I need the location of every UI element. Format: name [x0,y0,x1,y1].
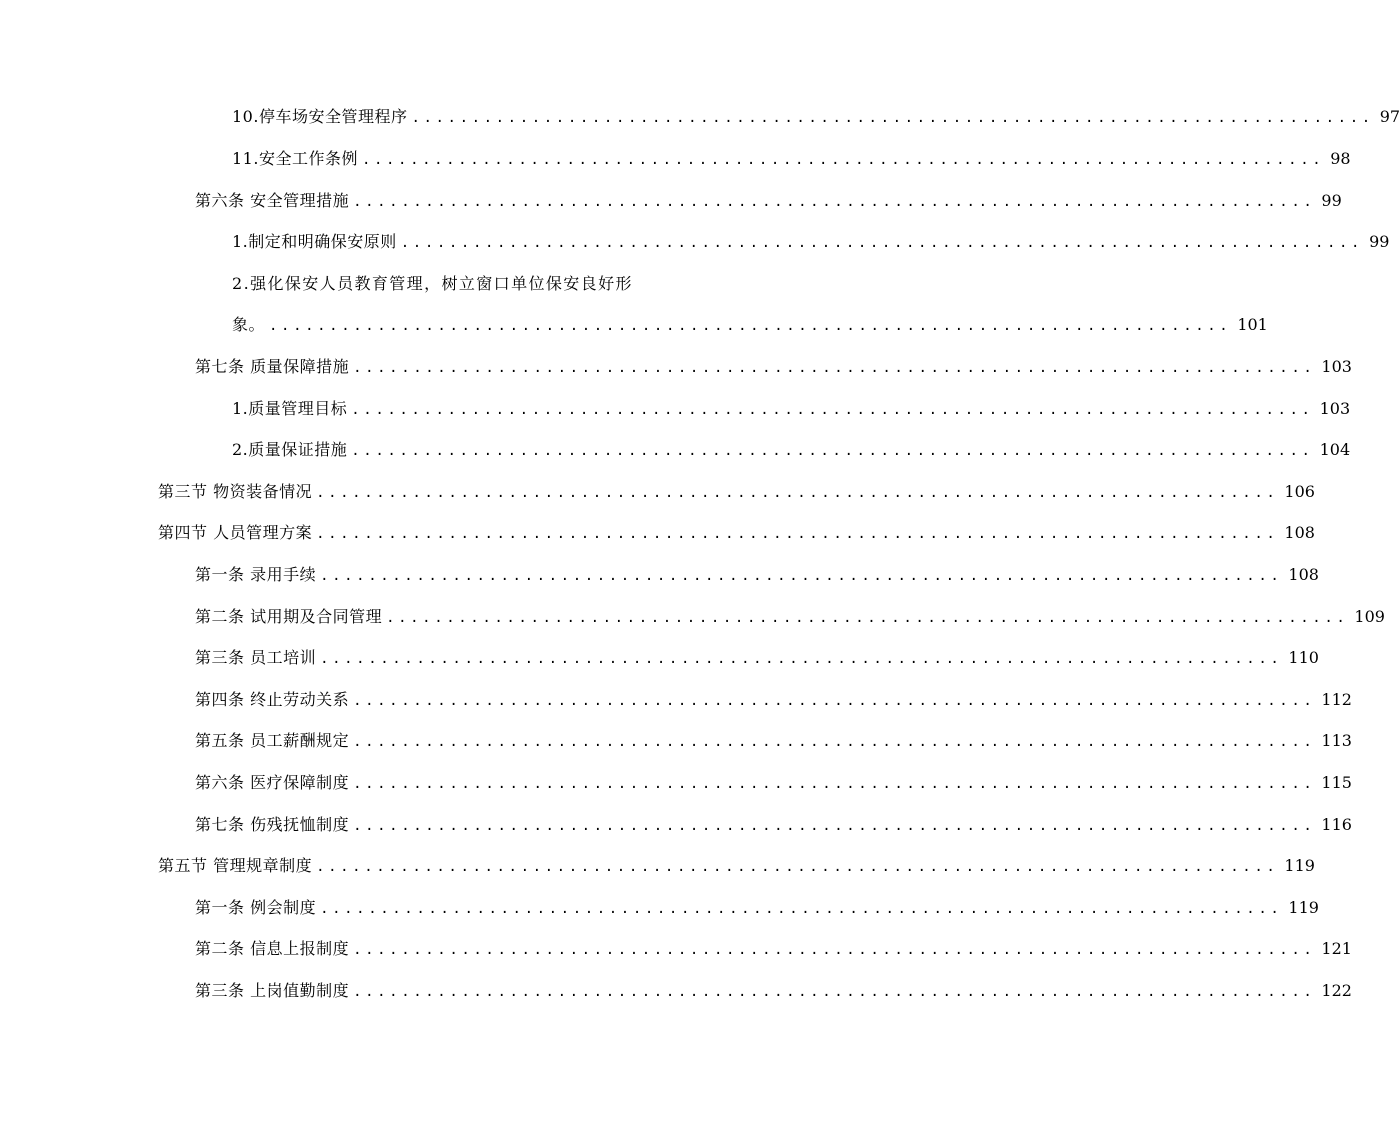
toc-entry-personnel-plan[interactable] [158,521,1315,545]
dot-leader: ................................................................................ [269,318,1232,334]
toc-entry-label: 第四节 人员管理方案 [158,523,313,542]
toc-page-number: 99 [1369,232,1390,251]
dot-leader: ................................................................................ [353,818,1316,834]
dot-leader: ................................................................................ [351,402,1314,418]
toc-entry-staff-education-continued[interactable] [232,313,1268,337]
toc-entry-quality-goals[interactable] [232,397,1351,421]
dot-leader: ................................................................................ [316,859,1279,875]
dot-leader: ................................................................................ [320,901,1283,917]
toc-entry-termination[interactable] [195,688,1352,712]
toc-entry-label: 第二条 信息上报制度 [195,939,350,958]
toc-page-number: 108 [1284,523,1315,542]
toc-entry-staff-training[interactable] [195,646,1319,670]
toc-entry-label: 第一条 例会制度 [195,898,317,917]
toc-entry-quality-assurance[interactable] [232,438,1351,462]
toc-page-number: 110 [1288,648,1319,667]
toc-page-number: 106 [1284,482,1315,501]
toc-page-number: 113 [1321,731,1352,750]
toc-page-number: 116 [1321,815,1352,834]
toc-entry-safety-regulations[interactable] [232,147,1351,171]
toc-page-number: 115 [1321,773,1352,792]
toc-entry-duty-system[interactable] [195,979,1352,1003]
toc-entry-information-reporting[interactable] [195,937,1352,961]
dot-leader: ................................................................................ [353,734,1316,750]
toc-entry-label: 11.安全工作条例 [232,149,358,168]
toc-entry-label: 2.质量保证措施 [232,440,348,459]
dot-leader: ................................................................................ [316,485,1279,501]
toc-page-number: 119 [1288,898,1319,917]
dot-leader: ................................................................................ [316,526,1279,542]
toc-page-number: 98 [1330,149,1351,168]
toc-page-number: 101 [1237,315,1268,334]
toc-entry-security-principles[interactable] [232,230,1390,254]
toc-page-number: 108 [1288,565,1319,584]
toc-entry-safety-measures[interactable] [195,189,1342,213]
toc-entry-probation-contract[interactable] [195,605,1385,629]
toc-entry-label: 第三条 上岗值勤制度 [195,981,350,1000]
toc-entry-parking-safety[interactable] [232,105,1400,129]
dot-leader: ................................................................................ [386,610,1349,626]
toc-entry-label: 第五节 管理规章制度 [158,856,313,875]
toc-entry-label: 象。 [232,315,266,334]
toc-entry-label: 2.强化保安人员教育管理，树立窗口单位保安良好形 [232,274,633,293]
toc-page-number: 112 [1321,690,1352,709]
toc-entry-medical-insurance[interactable] [195,771,1352,795]
toc-page-number: 103 [1321,357,1352,376]
dot-leader: ................................................................................ [353,194,1316,210]
dot-leader: ................................................................................ [353,984,1316,1000]
toc-entry-label: 10.停车场安全管理程序 [232,107,408,126]
toc-page-number: 103 [1319,399,1351,418]
toc-entry-label: 第四条 终止劳动关系 [195,690,350,709]
dot-leader: ................................................................................ [320,568,1283,584]
toc-entry-label: 第二条 试用期及合同管理 [195,607,383,626]
toc-entry-label: 第三条 员工培训 [195,648,317,667]
toc-entry-label: 第七条 质量保障措施 [195,357,350,376]
toc-entry-equipment[interactable] [158,480,1315,504]
dot-leader: ................................................................................ [320,651,1283,667]
toc-entry-label: 第一条 录用手续 [195,565,317,584]
toc-page-number: 109 [1354,607,1385,626]
toc-entry-staff-education[interactable] [232,272,674,296]
toc-entry-meeting-system[interactable] [195,896,1319,920]
toc-page-number: 99 [1321,191,1342,210]
toc-entry-hiring-procedure[interactable] [195,563,1319,587]
dot-leader: ................................................................................ [353,360,1316,376]
toc-entry-label: 第七条 伤残抚恤制度 [195,815,350,834]
toc-entry-quality-measures[interactable] [195,355,1352,379]
toc-entry-label: 第三节 物资装备情况 [158,482,313,501]
dot-leader: ................................................................................ [411,110,1374,126]
toc-entry-salary-rules[interactable] [195,729,1352,753]
toc-entry-disability-pension[interactable] [195,813,1352,837]
toc-entry-label: 第六条 医疗保障制度 [195,773,350,792]
toc-page-number: 122 [1321,981,1352,1000]
toc-page-number: 97 [1379,107,1400,126]
dot-leader: ................................................................................ [351,443,1314,459]
toc-entry-management-rules[interactable] [158,854,1315,878]
toc-entry-label: 1.制定和明确保安原则 [232,232,397,251]
toc-entry-label: 第五条 员工薪酬规定 [195,731,350,750]
dot-leader: ................................................................................ [361,152,1325,168]
dot-leader: ................................................................................ [353,776,1316,792]
dot-leader: ................................................................................ [353,942,1316,958]
toc-page-number: 119 [1284,856,1315,875]
dot-leader: ................................................................................ [353,693,1316,709]
dot-leader: ................................................................................ [400,235,1364,251]
toc-page-number: 104 [1319,440,1351,459]
toc-entry-label: 第六条 安全管理措施 [195,191,350,210]
toc-page-number: 121 [1321,939,1352,958]
toc-entry-label: 1.质量管理目标 [232,399,348,418]
